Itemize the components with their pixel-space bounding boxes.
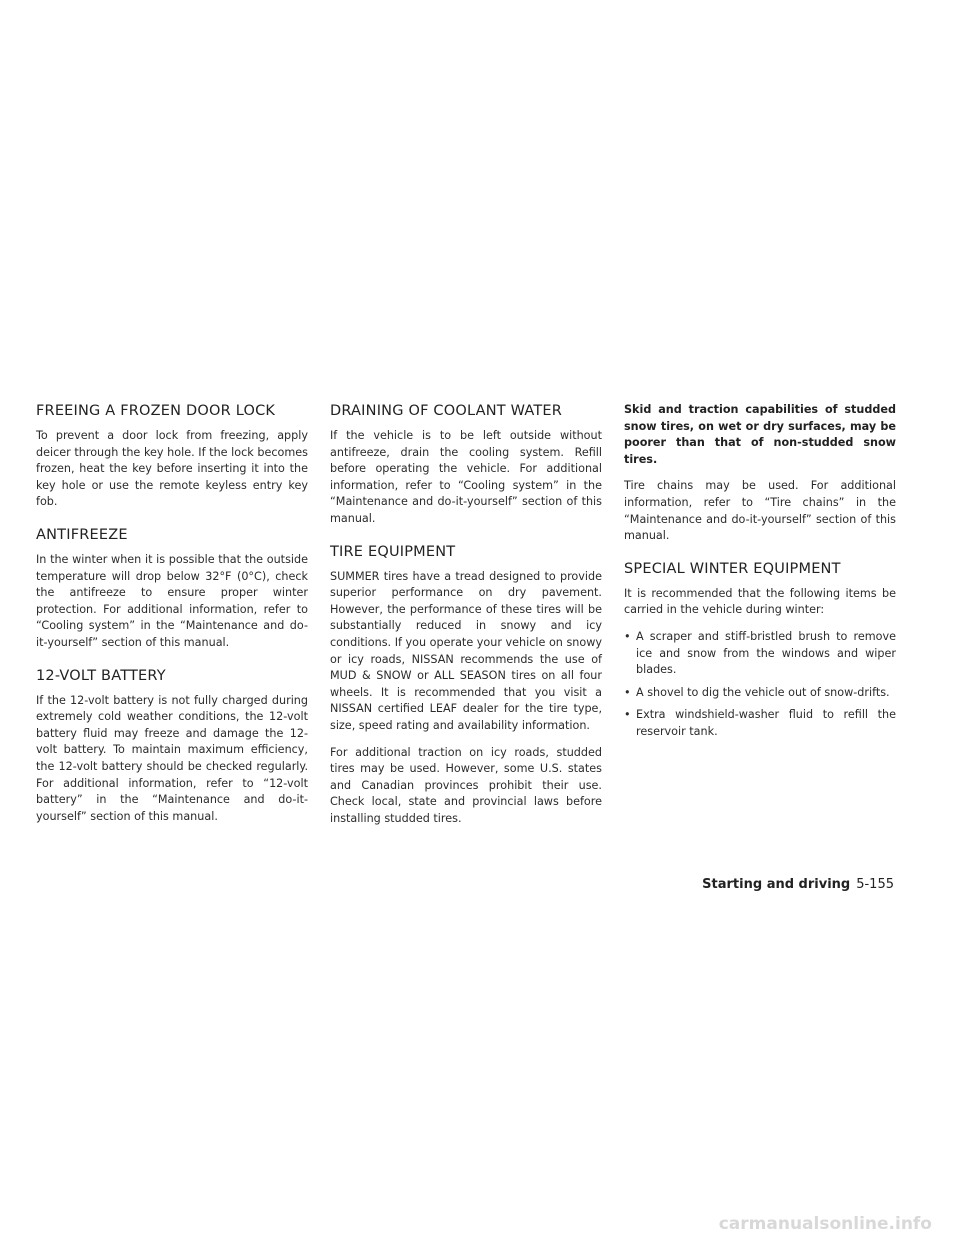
heading-tire-equipment: TIRE EQUIPMENT xyxy=(330,543,456,560)
column-3 xyxy=(624,402,896,747)
list-item: • A shovel to dig the vehicle out of snow-drifts. xyxy=(624,685,896,702)
heading-12-volt-battery: 12-VOLT BATTERY xyxy=(36,667,166,684)
bullet: • xyxy=(624,629,631,643)
paragraph-battery: If the 12-volt battery is not fully charged during extremely cold weather conditions, the 12-volt battery fluid may freeze and damage the 12-volt battery. To maintain maximum efficiency, the 12-volt battery should be checked regularly. For additional information, refer to “12-volt battery” in the “Maintenance and do-it-yourself” section of this manual. xyxy=(36,693,308,823)
paragraph-summer-tires: SUMMER tires have a tread designed to provide superior performance on dry pavement. However, the performance of these tires will be substantially reduced in snowy and icy conditions. If you operate your vehicle on snowy or icy roads, NISSAN recommends the use of MUD & SNOW or ALL SEASON tires on all four wheels. It is recommended that you visit a NISSAN certified LEAF dealer for the tire type, size, speed rating and availability information. xyxy=(330,569,602,732)
column-2 xyxy=(330,402,602,837)
paragraph-studded-warning: Skid and traction capabilities of studded snow tires, on wet or dry surfaces, may be poorer than that of non-studded snow tires. xyxy=(624,403,896,466)
list-item: • A scraper and stiff-bristled brush to remove ice and snow from the windows and wiper blades. xyxy=(624,629,896,677)
paragraph-coolant: If the vehicle is to be left outside without antifreeze, drain the cooling system. Refill before operating the vehicle. For additional information, refer to “Cooling system” in the “Maintenance and do-it-yourself” section of this manual. xyxy=(330,429,602,525)
paragraph-winter-items-intro: It is recommended that the following items be carried in the vehicle during winter: xyxy=(624,586,896,617)
page-number: 5-155 xyxy=(856,877,894,892)
bullet: • xyxy=(624,708,631,722)
column-1 xyxy=(36,402,308,835)
heading-special-winter-equipment: SPECIAL WINTER EQUIPMENT xyxy=(624,560,841,577)
paragraph-door-lock: To prevent a door lock from freezing, apply deicer through the key hole. If the lock becomes frozen, heat the key before inserting it into the key hole or use the remote keyless entry key fob. xyxy=(36,429,308,509)
paragraph-antifreeze: In the winter when it is possible that the outside temperature will drop below 32°F (0°C), check the antifreeze to ensure proper winter protection. For additional information, refer to “Cooling system” in the “Maintenance and do-it-yourself” section of this manual. xyxy=(36,552,308,649)
list-item: • Extra windshield-washer fluid to refill the reservoir tank. xyxy=(624,708,896,738)
section-title: Starting and driving xyxy=(702,877,851,892)
heading-draining-coolant: DRAINING OF COOLANT WATER xyxy=(330,403,563,419)
watermark: carmanualsonline.info xyxy=(718,1214,932,1234)
page-footer xyxy=(702,877,894,892)
paragraph-tire-chains: Tire chains may be used. For additional information, refer to “Tire chains” in the “Maintenance and do-it-yourself” section of this manual. xyxy=(624,479,896,543)
winter-items-list xyxy=(624,629,896,741)
paragraph-studded-tires: For additional traction on icy roads, studded tires may be used. However, some U.S. states and Canadian provinces prohibit their use. Check local, state and provincial laws before installing studded tires. xyxy=(330,745,602,825)
heading-freeing-frozen-door-lock: FREEING A FROZEN DOOR LOCK xyxy=(36,403,276,419)
heading-antifreeze: ANTIFREEZE xyxy=(36,526,128,543)
bullet: • xyxy=(624,685,631,699)
